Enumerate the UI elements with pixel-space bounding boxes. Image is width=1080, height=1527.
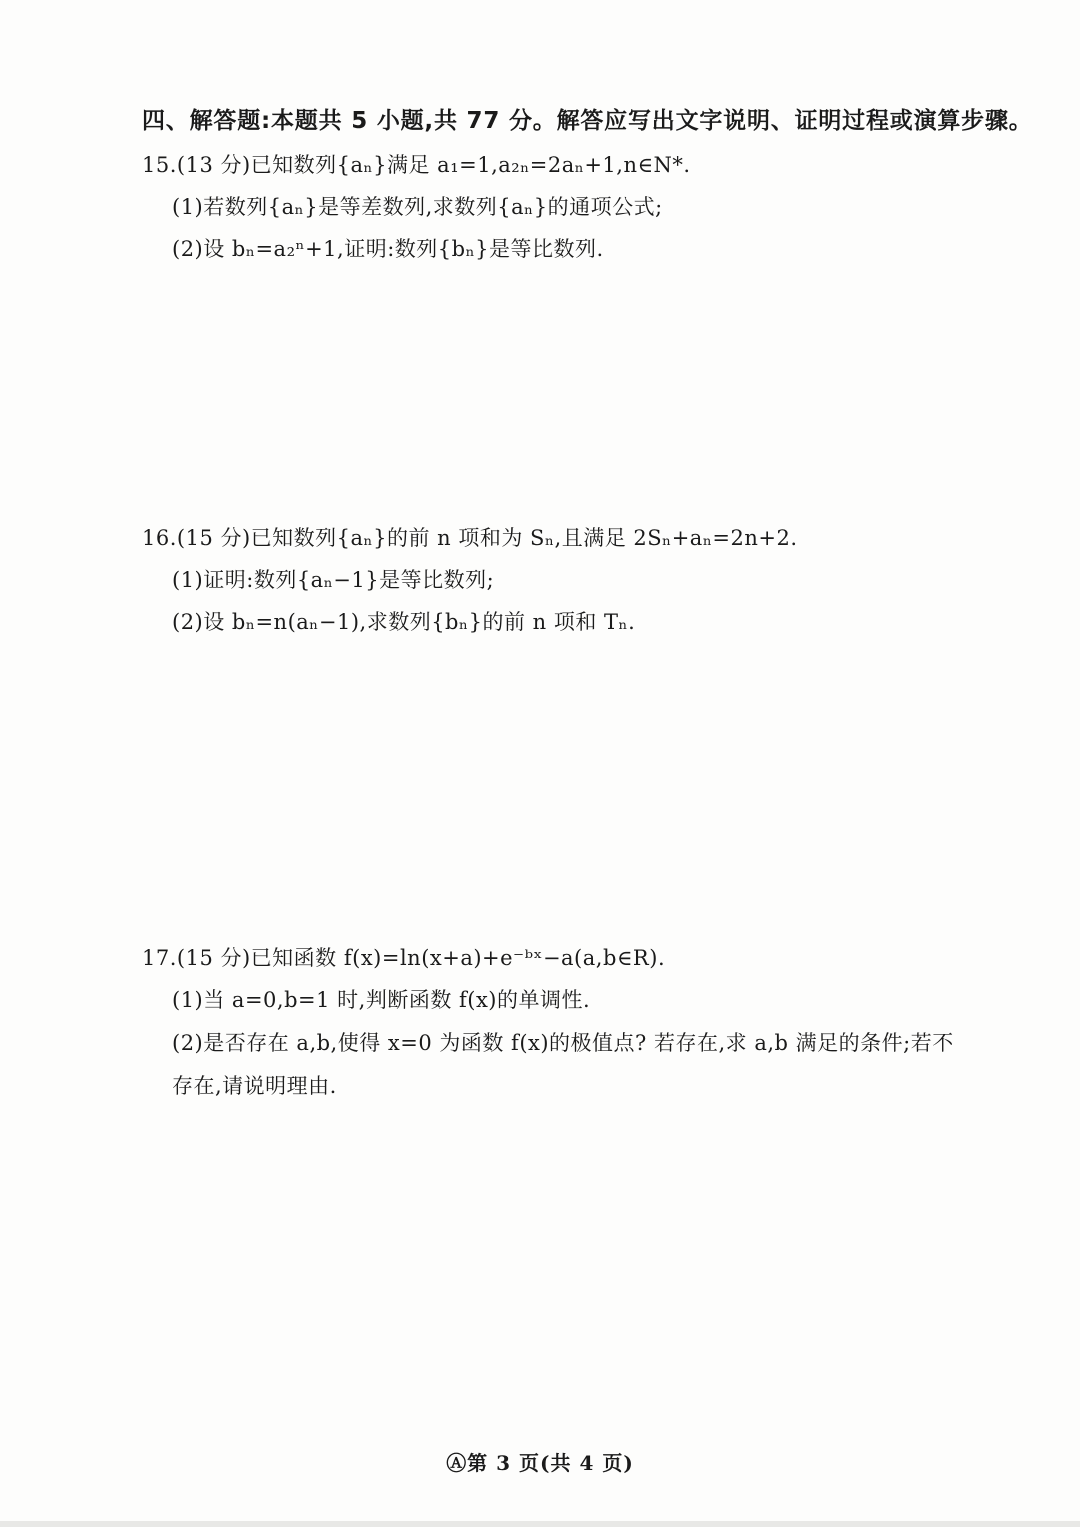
scan-bottom-edge xyxy=(0,1521,1080,1527)
question-15-stem: 15.(13 分)已知数列{aₙ}满足 a₁=1,a₂ₙ=2aₙ+1,n∈N*. xyxy=(142,153,691,177)
question-16-stem: 16.(15 分)已知数列{aₙ}的前 n 项和为 Sₙ,且满足 2Sₙ+aₙ=2n+2. xyxy=(142,526,798,550)
question-17-stem: 17.(15 分)已知函数 f(x)=ln(x+a)+e⁻ᵇˣ−a(a,b∈R). xyxy=(142,946,666,970)
question-17-part-1: (1)当 a=0,b=1 时,判断函数 f(x)的单调性. xyxy=(172,988,591,1012)
question-17-part-2-continued: 存在,请说明理由. xyxy=(172,1074,337,1098)
question-17-part-2: (2)是否存在 a,b,使得 x=0 为函数 f(x)的极值点? 若存在,求 a,b 满足的条件;若不 xyxy=(172,1031,954,1055)
question-16-part-1: (1)证明:数列{aₙ−1}是等比数列; xyxy=(172,568,495,592)
page-number-footer: Ⓐ第 3 页(共 4 页) xyxy=(446,1451,634,1475)
question-15-part-1: (1)若数列{aₙ}是等差数列,求数列{aₙ}的通项公式; xyxy=(172,195,663,219)
question-16-part-2: (2)设 bₙ=n(aₙ−1),求数列{bₙ}的前 n 项和 Tₙ. xyxy=(172,610,636,634)
section-title: 四、解答题:本题共 5 小题,共 77 分。解答应写出文字说明、证明过程或演算步骤。 xyxy=(142,108,1033,134)
question-15-part-2: (2)设 bₙ=a₂ⁿ+1,证明:数列{bₙ}是等比数列. xyxy=(172,237,604,261)
